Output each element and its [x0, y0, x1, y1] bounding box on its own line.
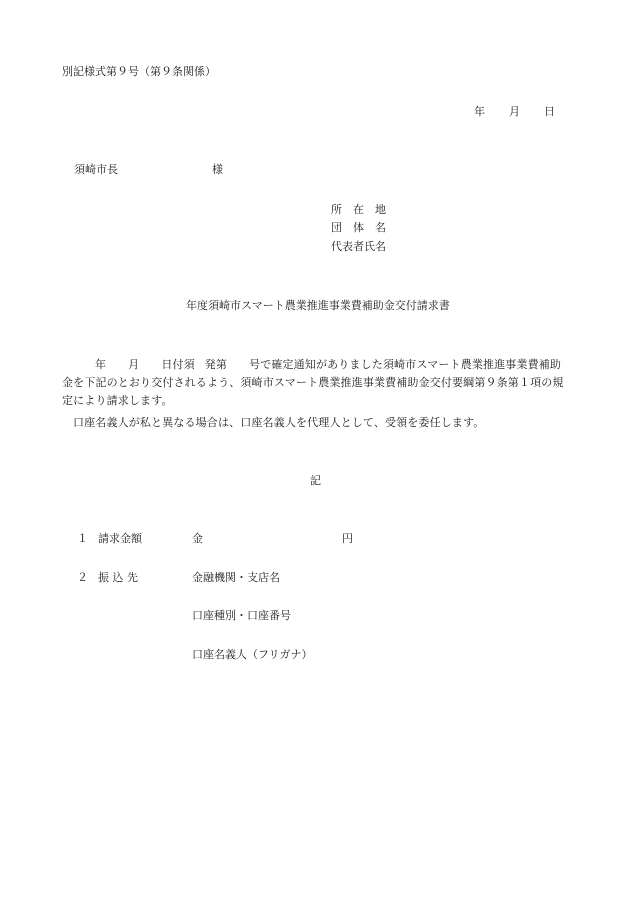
- body-paragraph-1: [62, 356, 570, 410]
- ki-label: 記: [310, 474, 321, 487]
- date-year: 年: [474, 105, 485, 118]
- item-2-label: 振 込 先: [98, 571, 138, 584]
- item-2-number: ２: [77, 571, 88, 584]
- item-1-prefix: 金: [192, 532, 203, 545]
- body-paragraph-2: 口座名義人が私と異なる場合は、口座名義人を代理人として、受領を委任します。: [73, 416, 485, 429]
- form-number: 別記様式第９号（第９条関係）: [62, 65, 216, 78]
- date-line: [474, 106, 555, 117]
- document-title: 年度須崎市スマート農業推進事業費補助金交付請求書: [186, 299, 450, 312]
- addressee-honorific: 様: [212, 163, 223, 176]
- body-day-prefix: 日付須: [161, 358, 195, 371]
- body-year: 年: [95, 358, 107, 371]
- item-2-field-holder: 口座名義人（フリガナ）: [192, 648, 313, 661]
- applicant-address-label: 所 在 地: [331, 203, 386, 216]
- addressee: [74, 164, 223, 175]
- addressee-name: 須崎市長: [74, 163, 118, 176]
- date-day: 日: [544, 105, 555, 118]
- item-1-label: 請求金額: [98, 532, 142, 545]
- body-rest: 号で確定通知がありました須崎市スマート農業推進事業費補助金を下記のとおり交付されるよう、須崎市スマート農業推進事業費補助金交付要綱第９条第１項の規定により請求します。: [62, 358, 564, 407]
- item-1-number: １: [77, 532, 88, 545]
- item-2-field-bank: 金融機関・支店名: [192, 571, 280, 584]
- applicant-rep-label: 代表者氏名: [331, 240, 386, 253]
- item-2-field-account: 口座種別・口座番号: [192, 609, 291, 622]
- body-month: 月: [128, 358, 140, 371]
- applicant-org-label: 団 体 名: [331, 221, 386, 234]
- body-number-prefix: 発第: [204, 358, 228, 371]
- item-1-suffix: 円: [342, 532, 353, 545]
- date-month: 月: [509, 105, 520, 118]
